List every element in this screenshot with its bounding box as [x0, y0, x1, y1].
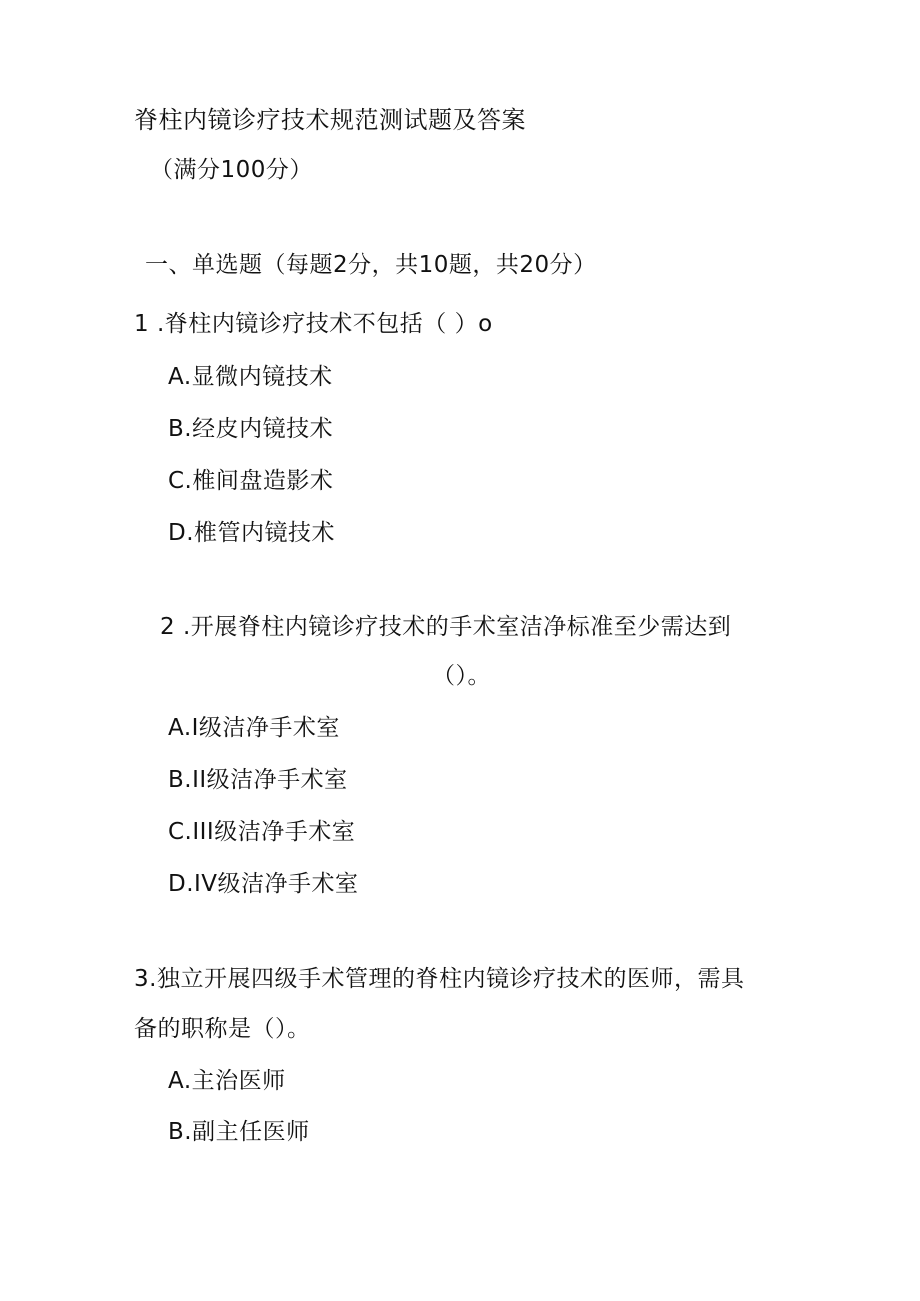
question-1-option-b: B.经皮内镜技术 [168, 416, 334, 442]
question-1-option-c: C.椎间盘造影术 [168, 468, 334, 494]
question-2-text-line2: （）。 [432, 663, 491, 689]
question-2-option-b: B.II级洁净手术室 [168, 767, 348, 793]
question-2-option-a: A.I级洁净手术室 [168, 715, 340, 741]
question-2-option-d: D.IV级洁净手术室 [168, 871, 359, 897]
question-1-option-a: A.显微内镜技术 [168, 364, 333, 390]
question-1-text: 1 .脊柱内镜诊疗技术不包括（ ）o [134, 311, 493, 337]
document-subtitle: （满分100分） [150, 157, 313, 183]
section-heading: 一、单选题（每题2分，共10题，共20分） [145, 252, 597, 278]
question-3-option-b: B.副主任医师 [168, 1119, 310, 1145]
question-3-option-a: A.主治医师 [168, 1068, 286, 1094]
document-title: 脊柱内镜诊疗技术规范测试题及答案 [134, 106, 526, 134]
question-3-text-line2: 备的职称是（）。 [134, 1016, 311, 1042]
question-2-text-line1: 2 .开展脊柱内镜诊疗技术的手术室洁净标准至少需达到 [160, 614, 732, 640]
question-1-option-d: D.椎管内镜技术 [168, 520, 336, 546]
question-3-text-line1: 3.独立开展四级手术管理的脊柱内镜诊疗技术的医师，需具 [134, 966, 745, 992]
question-2-option-c: C.III级洁净手术室 [168, 819, 356, 845]
